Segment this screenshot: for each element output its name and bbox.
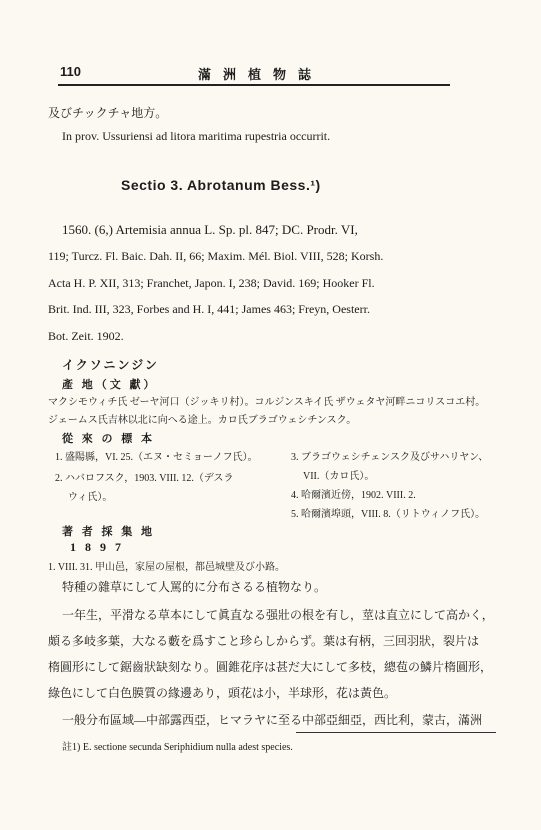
species-line: Bot. Zeit. 1902. [48, 329, 124, 343]
specimen-item: 1. 盛陽縣，VI. 25.（エヌ・セミョーノフ氏）。 [55, 452, 258, 463]
collection-entry: 1. VIII. 31. 甲山邑，家屋の屋根，都邑城壁及び小路。 [48, 562, 286, 573]
species-line: Acta H. P. XII, 313; Franchet, Japon. I, 238; David. 169; Hooker Fl. [48, 276, 375, 290]
header-rule [58, 84, 450, 86]
species-line: 1560. (6,) Artemisia annua L. Sp. pl. 847; DC. Prodr. VI, [62, 222, 358, 237]
habitat-line: マクシモウィチ氏 ゼーヤ河口（ジッキリ村）。コルジンスキイ氏 ザウェタヤ河畔ニコリスコエ村。 [48, 397, 486, 408]
description-line: 特種の雜草にして人罵的に分布さるる植物なり。 [62, 580, 327, 594]
specimen-item: 3. ブラゴウェシチェンスク及びサハリヤン、 [291, 452, 489, 463]
specimen-item: ウィ氏）。 [68, 492, 113, 503]
intro-jp-line: 及びチックチャ地方。 [48, 106, 168, 120]
page-number: 110 [60, 64, 81, 79]
species-line: 119; Turcz. Fl. Baic. Dah. II, 66; Maxim. Mél. Biol. VIII, 528; Korsh. [48, 249, 384, 263]
specimen-item: 5. 哈爾濱埠頭，VIII. 8.（リトウィノフ氏）。 [291, 509, 486, 520]
species-line: Brit. Ind. III, 323, Forbes and H. I, 441; James 463; Freyn, Oesterr. [48, 302, 370, 316]
footnote: 註1) E. sectione secunda Seriphidium nulla adest species. [62, 742, 293, 753]
description-line: 楕圓形にして鋸齒狀缺刻なり。圓錐花序は甚だ大にして多枝，總苞の鱗片楕圓形， [48, 660, 493, 674]
habitat-heading: 產 地（文 獻） [62, 379, 158, 391]
intro-latin-line: In prov. Ussuriensi ad litora maritima rupestria occurrit. [62, 129, 331, 143]
description-line: 一般分布區域—中部露西亞，ヒマラヤに至る中部亞細亞，西比利，蒙古，滿洲 [62, 713, 483, 727]
specimen-item: 2. ハバロフスク，1903. VIII. 12.（デスラ [55, 473, 234, 484]
description-line: 綠色にして白色膜質の緣邊あり，頭花は小，半球形，花は黃色。 [48, 686, 397, 700]
footnote-rule [296, 732, 496, 733]
specimens-heading: 從 來 の 標 本 [62, 433, 155, 445]
japanese-name: イクソニンジン [62, 358, 159, 372]
running-title: 滿洲植物誌 [198, 67, 324, 82]
section-title: Sectio 3. Abrotanum Bess.¹) [121, 177, 321, 193]
collection-year: 1897 [70, 540, 130, 554]
description-line: 頗る多岐多葉，大なる藪を爲すこと珍らしからず。葉は有柄，三回羽狀，裂片は [48, 634, 480, 648]
specimen-item: VII.（カロ氏）。 [303, 471, 375, 482]
specimen-item: 4. 哈爾濱近傍，1902. VIII. 2. [291, 490, 416, 501]
collection-heading: 著 者 採 集 地 [62, 526, 155, 538]
habitat-line: ジェームス氏吉林以北に向へる途上。カロ氏ブラゴウェシチンスク。 [48, 415, 357, 426]
description-line: 一年生，平滑なる草本にして眞直なる强壯の根を有し，莖は直立にして高かく， [62, 608, 494, 622]
